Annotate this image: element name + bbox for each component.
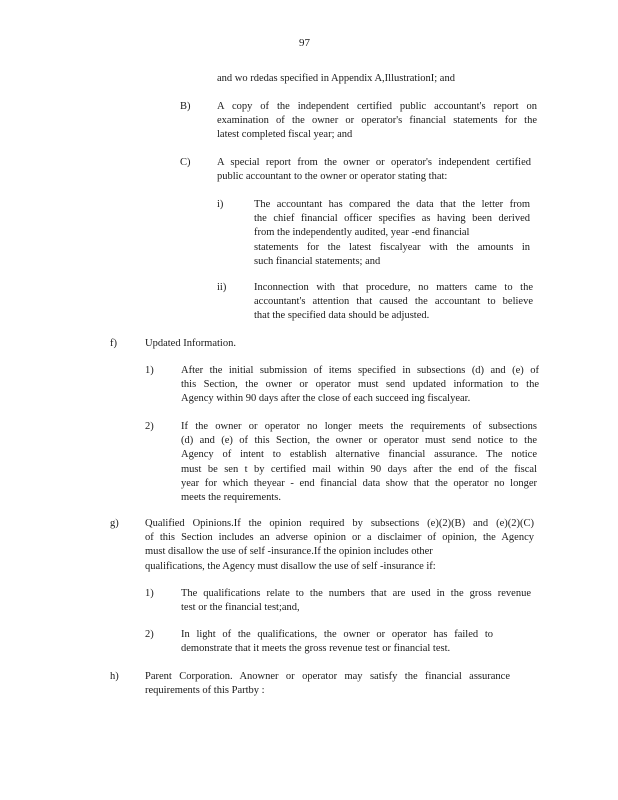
item-label-Ci: i) [217,199,224,210]
text-line: The qualifications relate to the numbers that are used in the gross revenue [181,588,531,599]
section-heading: Updated Information. [145,338,236,349]
paragraph-f1 [181,364,539,407]
text-line: Inconnection with that procedure, no matters came to the [254,282,533,293]
item-label-f: f) [110,338,117,349]
text-line: requirements of this Partby : [145,685,265,697]
paragraph-f2 [181,420,537,505]
item-label-C: C) [180,157,191,168]
text-line: accountant's attention that caused the accountant to believe [254,296,533,308]
text-line: that the specified data should be adjusted. [254,310,430,322]
text-line: In light of the qualifications, the owner or operator has failed to [181,629,493,640]
text-line: public accountant to the owner or operator stating that: [217,171,448,183]
text-line: must be sen t by certified mail within 90 days after the end of the fiscal [181,463,537,475]
paragraph-C [217,156,531,184]
page-number: 97 [299,37,310,49]
item-label-h: h) [110,671,119,682]
paragraph-Cii [254,281,533,324]
text-line: After the initial submission of items specified in subsections (d) and (e) of [181,365,539,376]
text-line: A copy of the independent certified public accountant's report on [217,101,537,112]
text-line: must disallow the use of self -insurance.If the opinion includes other [145,546,433,558]
text-line: If the owner or operator no longer meets the requirements of subsections [181,421,537,432]
text-line: the chief financial officer specifies as having been derived [254,213,530,225]
text-line: statements for the latest fiscalyear with the amounts in [254,241,530,253]
text-line: year for which theyear - end financial data show that the operator no longer [181,477,537,489]
heading-f [145,337,236,351]
text-line: from the independently audited, year -end financial [254,227,470,239]
text-line: and wo rdedas specified in Appendix A,IllustrationI; and [217,73,455,84]
text-line: of this Section includes an adverse opinion or a disclaimer of opinion, the Agency [145,532,534,544]
item-label-g1: 1) [145,588,154,599]
continuation-line [217,72,537,86]
item-label-g2: 2) [145,629,154,640]
item-label-Cii: ii) [217,282,227,293]
paragraph-h [145,670,510,698]
text-line: (d) and (e) of this Section, the owner or operator must send notice to the [181,435,537,447]
text-line: A special report from the owner or operator's independent certified [217,157,531,168]
text-line: latest completed fiscal year; and [217,129,353,141]
text-line: Qualified Opinions.If the opinion required by subsections (e)(2)(B) and (e)(2)(C) [145,518,534,529]
text-line: Agency within 90 days after the close of each succeed ing fiscalyear. [181,393,471,405]
item-label-g: g) [110,518,119,529]
text-line: such financial statements; and [254,255,381,267]
text-line: examination of the owner or operator's financial statements for the [217,115,537,127]
text-line: The accountant has compared the data that the letter from [254,199,530,210]
item-label-f1: 1) [145,365,154,376]
paragraph-g2 [181,628,493,656]
paragraph-g [145,517,534,574]
text-line: test or the financial test;and, [181,602,300,614]
text-line: Parent Corporation. Anowner or operator may satisfy the financial assurance [145,671,510,682]
item-label-B: B) [180,101,191,112]
paragraph-g1 [181,587,531,615]
text-line: qualifications, the Agency must disallow the use of self -insurance if: [145,560,436,572]
paragraph-Ci [254,198,530,269]
text-line: this Section, the owner or operator must send updated information to the [181,379,539,391]
text-line: demonstrate that it meets the gross revenue test or financial test. [181,643,451,655]
paragraph-B [217,100,537,143]
item-label-f2: 2) [145,421,154,432]
text-line: Agency of intent to establish alternative financial assurance. The notice [181,449,537,461]
text-line: meets the requirements. [181,492,282,504]
